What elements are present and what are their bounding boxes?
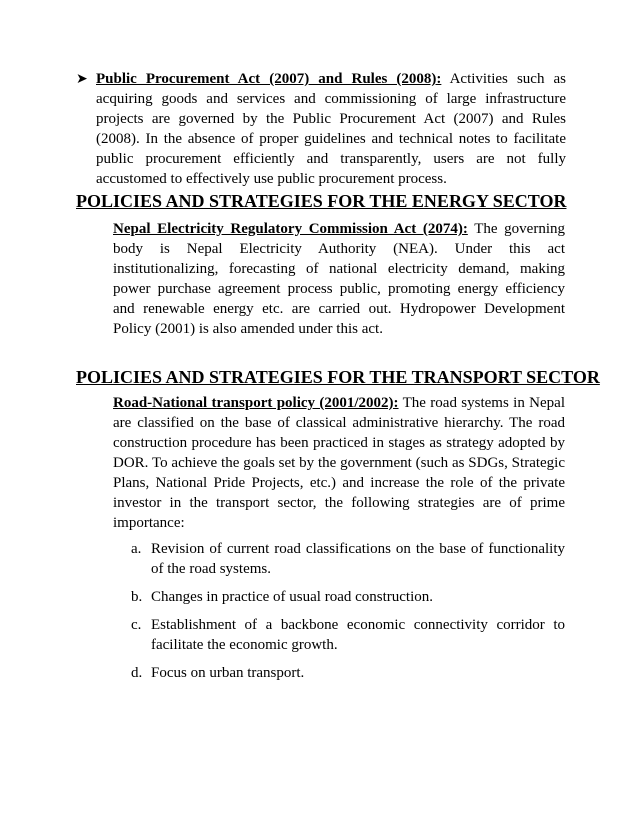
energy-paragraph bbox=[113, 219, 565, 339]
list-marker: d. bbox=[131, 665, 143, 681]
procurement-paragraph bbox=[96, 69, 566, 189]
strategies-list bbox=[113, 539, 565, 683]
transport-section bbox=[113, 393, 565, 691]
transport-text: The road systems in Nepal are classified on the base of classical administrative hierarchy. The road construction procedure has been practiced in stages as strategy adopted by DOR. To achieve the goals set by the government (such as SDGs, Strategic Plans, National Pride Projects, etc.) and increase the role of the private investor in the transport sector, the following strategies are of prime importance: bbox=[113, 395, 565, 531]
list-item bbox=[113, 539, 565, 579]
electricity-act-term: Nepal Electricity Regulatory Commission Act (2074): bbox=[113, 221, 468, 237]
list-marker: c. bbox=[131, 617, 142, 633]
list-marker: b. bbox=[131, 589, 143, 605]
transport-policy-term: Road-National transport policy (2001/2002): bbox=[113, 395, 399, 411]
transport-heading: POLICIES AND STRATEGIES FOR THE TRANSPORT SECTOR bbox=[76, 367, 600, 387]
energy-heading: POLICIES AND STRATEGIES FOR THE ENERGY SECTOR bbox=[76, 191, 567, 211]
list-item-text: Establishment of a backbone economic connectivity corridor to facilitate the economic growth. bbox=[151, 617, 565, 653]
list-item-text: Changes in practice of usual road construction. bbox=[151, 589, 433, 605]
transport-paragraph bbox=[113, 393, 565, 533]
procurement-act-term: Public Procurement Act (2007) and Rules (2008): bbox=[96, 71, 442, 87]
energy-section bbox=[113, 219, 565, 339]
list-item-text: Revision of current road classifications on the base of functionality of the road systems. bbox=[151, 541, 565, 577]
procurement-text: Activities such as acquiring goods and services and commissioning of large infrastructure projects are governed by the Public Procurement Act (2007) and Rules (2008). In the absence of proper guidelines and technical notes to facilitate public procurement efficiently and transparently, users are not fully accustomed to effectively use public procurement process. bbox=[96, 71, 566, 187]
list-marker: a. bbox=[131, 541, 142, 557]
arrow-bullet-icon: ➤ bbox=[76, 72, 88, 87]
list-item-text: Focus on urban transport. bbox=[151, 665, 305, 681]
energy-text: The governing body is Nepal Electricity Authority (NEA). Under this act institutionalizing, forecasting of national electricity demand, making power purchase agreement process public, promoting energy efficiency and renewable energy etc. are carried out. Hydropower Development Policy (2001) is also amended under this act. bbox=[113, 221, 565, 337]
list-item bbox=[113, 615, 565, 655]
procurement-bullet bbox=[76, 69, 566, 189]
list-item bbox=[113, 587, 565, 607]
list-item bbox=[113, 663, 565, 683]
